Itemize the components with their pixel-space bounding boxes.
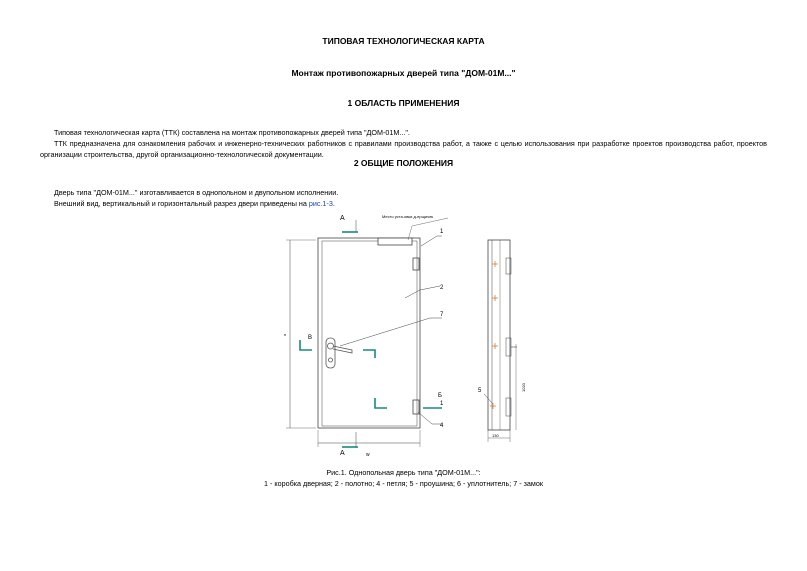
section1-para1: Типовая технологическая карта (ТТК) составлена на монтаж противопожарных дверей типа "ДОМ-01М...". <box>54 128 410 137</box>
dim-130-label: 130 <box>492 433 499 438</box>
section2-heading: 2 ОБЩИЕ ПОЛОЖЕНИЯ <box>353 158 454 168</box>
section2-para1: Дверь типа "ДОМ-01М..." изготавливается в однопольном и двупольном исполнении. <box>54 188 339 197</box>
section-marks <box>300 232 442 447</box>
label-7: 7 <box>440 312 444 318</box>
label-1-bottom: 1 <box>440 401 444 407</box>
dim-1020-label: 1020 <box>521 383 526 392</box>
document-title: ТИПОВАЯ ТЕХНОЛОГИЧЕСКАЯ КАРТА <box>322 36 485 46</box>
section-v-label: В <box>308 335 313 341</box>
figure-link[interactable]: рис.1-3 <box>308 199 333 208</box>
side-view-frame <box>488 240 510 430</box>
section2-para2-suffix: . <box>332 199 335 208</box>
label-5: 5 <box>478 388 482 394</box>
label-4: 4 <box>440 423 444 429</box>
figure-caption-line1: Рис.1. Однопольная дверь типа "ДОМ-01М...": <box>326 468 481 477</box>
label-2: 2 <box>440 285 444 291</box>
document-subtitle: Монтаж противопожарных дверей типа "ДОМ-01М..." <box>291 68 516 78</box>
door-leaf <box>322 241 417 426</box>
section2-para2-prefix: Внешний вид, вертикальный и горизонтальный разрез двери приведены на <box>54 199 309 208</box>
hinge-top <box>413 258 419 270</box>
side-view-markers <box>490 261 498 409</box>
section1-heading: 1 ОБЛАСТЬ ПРИМЕНЕНИЯ <box>347 98 460 108</box>
section1-para2: ТТК предназначена для ознакомления рабочих и инженерно-технических работников с правилами производства работ, а также с целью использования при разработке проектов производства работ, проектов организации строительства, другой организационно-технологической документации. <box>40 139 767 159</box>
door-handle <box>326 338 352 368</box>
section-b-label: Б <box>438 393 442 399</box>
dim-height-label: н <box>284 332 287 337</box>
label-1-top: 1 <box>440 229 444 235</box>
nameplate-label: Место уста-овки д-ерщичек <box>382 214 434 219</box>
section-a-bottom-label: А <box>340 450 345 457</box>
door-frame <box>318 238 420 428</box>
dim-width-label: w <box>366 452 370 458</box>
figure-caption-line2: 1 - коробка дверная; 2 - полотно; 4 - петля; 5 - проушина; 6 - уплотнитель; 7 - замок <box>264 479 543 488</box>
nameplate-rect <box>378 238 412 245</box>
section-a-top-label: А <box>340 215 345 222</box>
